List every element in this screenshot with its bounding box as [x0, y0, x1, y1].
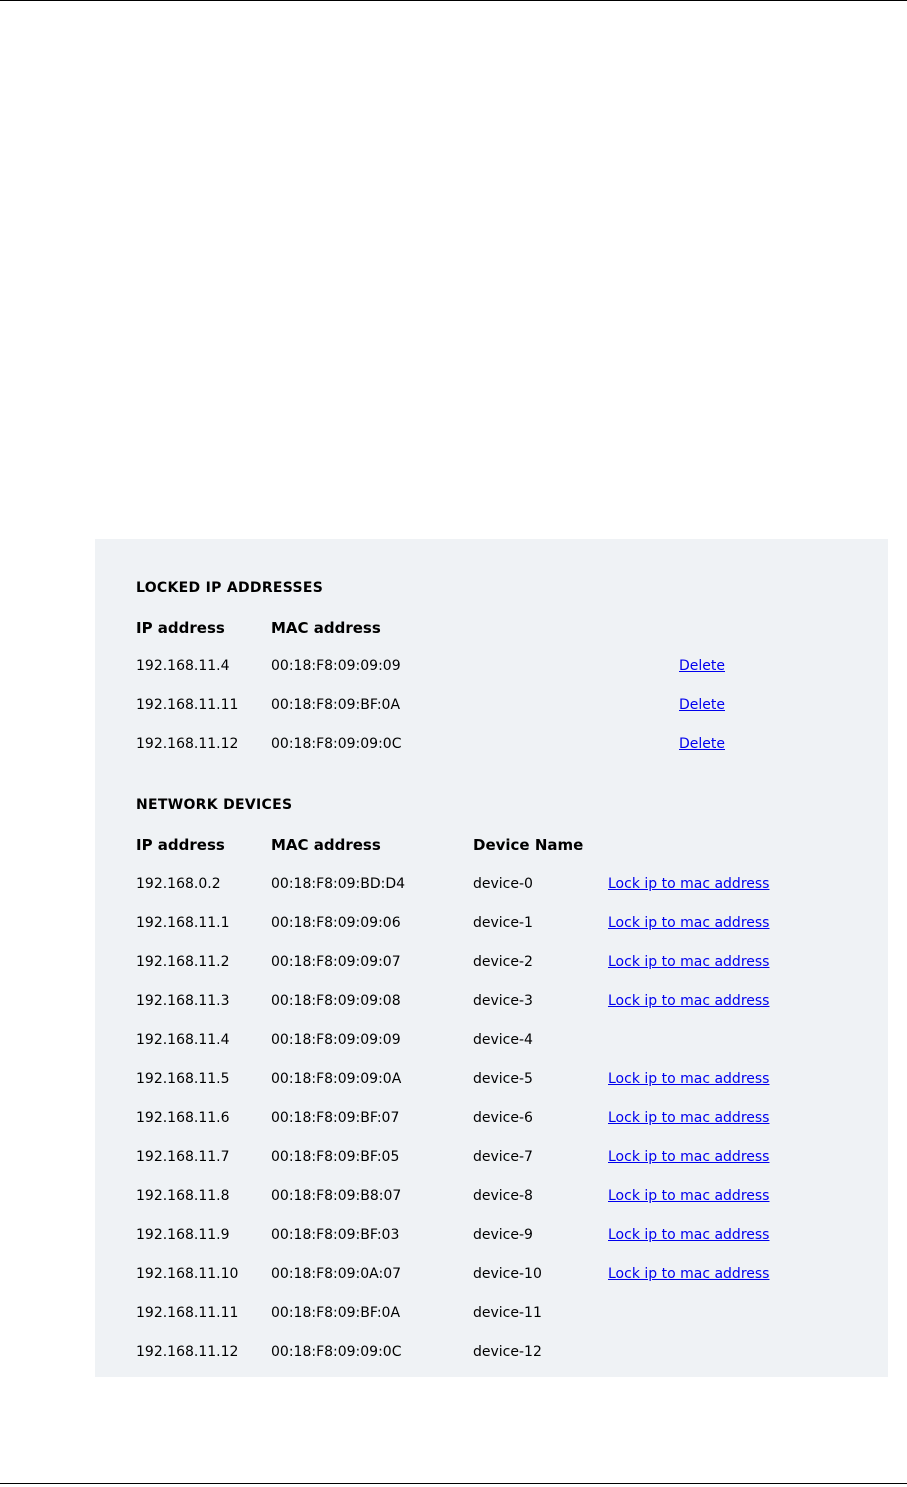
network-col-ip-header: IP address: [136, 836, 225, 854]
network-row-device-name: device-10: [473, 1266, 542, 1282]
network-row-device-name: device-11: [473, 1305, 542, 1321]
network-row-mac: 00:18:F8:09:B8:07: [271, 1188, 402, 1204]
network-row-mac: 00:18:F8:09:09:09: [271, 1032, 401, 1048]
network-row-device-name: device-9: [473, 1227, 533, 1243]
locked-col-ip-header: IP address: [136, 619, 225, 637]
network-col-mac-header: MAC address: [271, 836, 381, 854]
network-row-mac: 00:18:F8:09:09:08: [271, 993, 401, 1009]
locked-row-ip: 192.168.11.11: [136, 697, 239, 713]
locked-row-mac: 00:18:F8:09:09:0C: [271, 736, 402, 752]
network-row-ip: 192.168.11.2: [136, 954, 230, 970]
network-row-ip: 192.168.11.4: [136, 1032, 230, 1048]
lock-ip-link[interactable]: Lock ip to mac address: [608, 1227, 770, 1243]
network-section-title: NETWORK DEVICES: [136, 797, 293, 813]
network-row-device-name: device-7: [473, 1149, 533, 1165]
lock-ip-link[interactable]: Lock ip to mac address: [608, 1188, 770, 1204]
network-row-ip: 192.168.11.1: [136, 915, 230, 931]
locked-row-mac: 00:18:F8:09:09:09: [271, 658, 401, 674]
network-row-ip: 192.168.11.11: [136, 1305, 239, 1321]
network-row-device-name: device-6: [473, 1110, 533, 1126]
lock-ip-link[interactable]: Lock ip to mac address: [608, 1266, 770, 1282]
network-row-device-name: device-12: [473, 1344, 542, 1360]
network-row-mac: 00:18:F8:09:BF:0A: [271, 1305, 401, 1321]
delete-link[interactable]: Delete: [679, 658, 725, 674]
network-row-ip: 192.168.11.12: [136, 1344, 239, 1360]
network-row-ip: 192.168.11.9: [136, 1227, 230, 1243]
network-row-mac: 00:18:F8:09:09:07: [271, 954, 401, 970]
network-row-device-name: device-3: [473, 993, 533, 1009]
network-row-device-name: device-5: [473, 1071, 533, 1087]
network-row-mac: 00:18:F8:09:09:06: [271, 915, 401, 931]
network-row-mac: 00:18:F8:09:09:0A: [271, 1071, 402, 1087]
network-row-ip: 192.168.11.10: [136, 1266, 239, 1282]
network-row-ip: 192.168.11.3: [136, 993, 230, 1009]
lock-ip-link[interactable]: Lock ip to mac address: [608, 915, 770, 931]
network-row-mac: 00:18:F8:09:BD:D4: [271, 876, 406, 892]
network-row-mac: 00:18:F8:09:09:0C: [271, 1344, 402, 1360]
lock-ip-link[interactable]: Lock ip to mac address: [608, 993, 770, 1009]
lock-ip-link[interactable]: Lock ip to mac address: [608, 954, 770, 970]
network-row-device-name: device-2: [473, 954, 533, 970]
network-row-ip: 192.168.11.7: [136, 1149, 230, 1165]
locked-section-title: LOCKED IP ADDRESSES: [136, 580, 324, 596]
lock-ip-link[interactable]: Lock ip to mac address: [608, 1149, 770, 1165]
network-row-device-name: device-0: [473, 876, 533, 892]
lock-ip-link[interactable]: Lock ip to mac address: [608, 1110, 770, 1126]
network-row-ip: 192.168.11.5: [136, 1071, 230, 1087]
network-row-device-name: device-4: [473, 1032, 533, 1048]
delete-link[interactable]: Delete: [679, 736, 725, 752]
network-row-mac: 00:18:F8:09:BF:03: [271, 1227, 400, 1243]
locked-row-mac: 00:18:F8:09:BF:0A: [271, 697, 401, 713]
network-row-mac: 00:18:F8:09:BF:07: [271, 1110, 400, 1126]
locked-row-ip: 192.168.11.4: [136, 658, 230, 674]
network-row-mac: 00:18:F8:09:BF:05: [271, 1149, 400, 1165]
network-row-mac: 00:18:F8:09:0A:07: [271, 1266, 402, 1282]
delete-link[interactable]: Delete: [679, 697, 725, 713]
locked-col-mac-header: MAC address: [271, 619, 381, 637]
network-row-ip: 192.168.0.2: [136, 876, 221, 892]
page-top-rule: [0, 0, 907, 1]
network-row-ip: 192.168.11.8: [136, 1188, 230, 1204]
locked-row-ip: 192.168.11.12: [136, 736, 239, 752]
lock-ip-link[interactable]: Lock ip to mac address: [608, 876, 770, 892]
network-col-name-header: Device Name: [473, 836, 584, 854]
lock-ip-link[interactable]: Lock ip to mac address: [608, 1071, 770, 1087]
page-bottom-rule: [0, 1483, 907, 1484]
network-row-device-name: device-1: [473, 915, 533, 931]
network-row-ip: 192.168.11.6: [136, 1110, 230, 1126]
network-row-device-name: device-8: [473, 1188, 533, 1204]
